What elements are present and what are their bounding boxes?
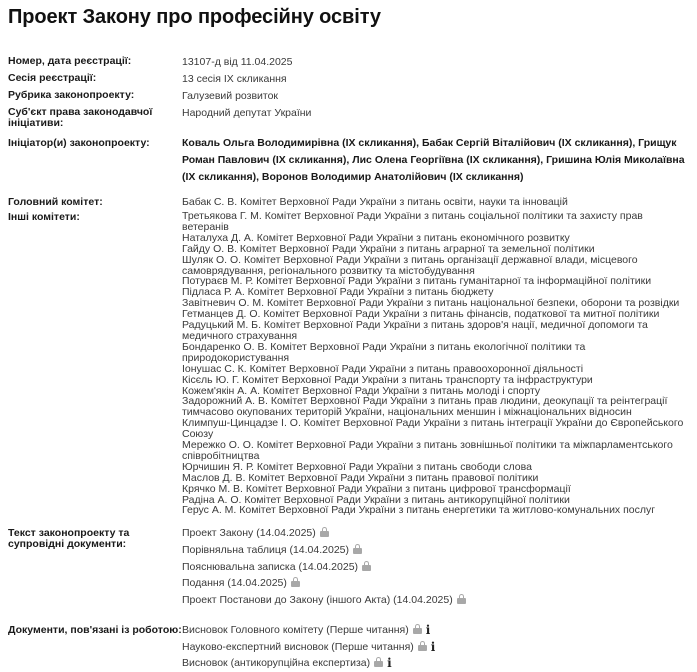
lock-icon <box>353 544 362 554</box>
document-link[interactable]: Проект Закону (14.04.2025) <box>182 527 316 540</box>
document-item <box>182 525 689 541</box>
main-committee-row <box>8 196 689 211</box>
committee-item: Климпуш-Цинцадзе І. О. Комітет Верховної Ради України з питань інтеграції України до Європейського Союзу <box>182 417 684 441</box>
lock-icon <box>362 561 371 571</box>
related-documents-row <box>8 622 689 672</box>
document-link[interactable]: Порівняльна таблиця (14.04.2025) <box>182 544 350 557</box>
committee-item: Бондаренко О. В. Комітет Верховної Ради України з питань екологічної політики та природокористування <box>182 340 586 364</box>
related-document-link[interactable]: Науково-експертний висновок (Перше читання) <box>182 640 414 653</box>
info-icon[interactable]: i <box>387 656 392 671</box>
document-item <box>182 592 689 608</box>
related-documents-label: Документи, пов'язані із роботою: <box>8 623 182 636</box>
subject-row <box>8 105 689 133</box>
committee-item: Кожем'якін А. А. Комітет Верховної Ради України з питань молоді і спорту <box>182 384 541 397</box>
lock-icon <box>457 594 466 604</box>
document-item <box>182 542 689 558</box>
document-link[interactable]: Подання (14.04.2025) <box>182 577 287 590</box>
lock-icon <box>291 577 300 587</box>
committee-item: Мережко О. О. Комітет Верховної Ради України з питань зовнішньої політики та міжпарламентського співробітництва <box>182 439 673 462</box>
related-document-item <box>182 622 689 638</box>
lock-icon <box>320 527 329 537</box>
committee-item: Потураєв М. Р. Комітет Верховної Ради України з питань гуманітарної та інформаційної політики <box>182 275 652 288</box>
rubric-row <box>8 88 689 105</box>
document-link[interactable]: Проект Постанови до Закону (іншого Акта) (14.04.2025) <box>182 594 453 607</box>
committee-item: Маслов Д. В. Комітет Верховної Ради України з питань правової політики <box>182 471 539 484</box>
subject-value: Народний депутат України <box>182 107 312 119</box>
document-item <box>182 559 689 575</box>
main-committee-label: Головний комітет: <box>8 196 103 208</box>
committee-item: Іонушас С. К. Комітет Верховної Ради України з питань правоохоронної діяльності <box>182 362 584 375</box>
committee-item: Підласа Р. А. Комітет Верховної Ради України з питань бюджету <box>182 286 494 299</box>
lock-icon <box>374 657 383 667</box>
related-documents-list <box>182 622 689 672</box>
rubric-label: Рубрика законопроекту: <box>8 89 135 101</box>
related-document-link[interactable]: Висновок Головного комітету (Перше читання) <box>182 623 409 636</box>
other-committees-row <box>8 211 689 516</box>
committee-item: Шуляк О. О. Комітет Верховної Ради України з питань організації державної влади, місцевого самоврядування, регіонального розвитку та містобудування <box>182 253 638 277</box>
documents-label: Текст законопроекту та супровідні документи: <box>8 527 130 551</box>
rubric-value: Галузевий розвиток <box>182 90 279 102</box>
related-document-item <box>182 655 689 671</box>
committee-item: Завітневич О. М. Комітет Верховної Ради України з питань національної безпеки, оборони та розвідки <box>182 297 680 310</box>
committee-item: Гетманцев Д. О. Комітет Верховної Ради України з питань фінансів, податкової та митної політики <box>182 308 660 321</box>
documents-row <box>8 525 689 608</box>
registration-row <box>8 54 689 71</box>
session-row <box>8 71 689 88</box>
bill-info <box>8 54 689 672</box>
document-link[interactable]: Пояснювальна записка (14.04.2025) <box>182 560 359 573</box>
related-document-link[interactable]: Висновок (антикорупційна експертиза) <box>182 657 371 670</box>
committee-item: Герус А. М. Комітет Верховної Ради України з питань енергетики та житлово-комунальних послуг <box>182 504 656 517</box>
main-committee-value: Бабак С. В. Комітет Верховної Ради України з питань освіти, науки та інновацій <box>182 196 568 208</box>
initiators-row <box>8 135 689 186</box>
page-title: Проект Закону про професійну освіту <box>8 6 381 28</box>
committee-item: Кісєль Ю. Г. Комітет Верховної Ради України з питань транспорту та інфраструктури <box>182 373 593 386</box>
registration-label: Номер, дата реєстрації: <box>8 55 132 67</box>
info-icon[interactable]: i <box>425 622 431 637</box>
subject-label: Суб'єкт права законодавчої ініціативи: <box>8 106 153 129</box>
document-item <box>182 575 689 591</box>
committee-item: Наталуха Д. А. Комітет Верховної Ради України з питань економічного розвитку <box>182 231 570 244</box>
lock-icon <box>413 624 422 634</box>
committee-item: Радуцький М. Б. Комітет Верховної Ради України з питань здоров'я нації, медичної допомоги та медичного страхування <box>182 319 648 342</box>
committee-item: Радіна А. О. Комітет Верховної Ради України з питань антикорупційної політики <box>182 493 570 506</box>
related-document-item <box>182 639 689 655</box>
other-committees-list <box>182 211 689 516</box>
committee-item: Гайду О. В. Комітет Верховної Ради України з питань аграрної та земельної політики <box>182 242 595 255</box>
registration-value: 13107-д від 11.04.2025 <box>182 56 293 68</box>
committee-item: Юрчишин Я. Р. Комітет Верховної Ради України з питань свободи слова <box>182 460 532 473</box>
info-icon[interactable]: i <box>430 639 436 654</box>
session-value: 13 сесія IX скликання <box>182 73 287 85</box>
initiators-label: Ініціатор(и) законопроекту: <box>8 137 150 149</box>
session-label: Сесія реєстрації: <box>8 72 97 84</box>
documents-list <box>182 525 689 608</box>
committee-item: Третьякова Г. М. Комітет Верховної Ради України з питань соціальної політики та захисту прав ветеранів <box>182 210 643 233</box>
committee-item: Задорожний А. В. Комітет Верховної Ради України з питань прав людини, деокупації та реінтеграції тимчасово окупованих територій України, національних меншин і міжнаціональних відносин <box>182 395 668 419</box>
committee-item: Крячко М. В. Комітет Верховної Ради України з питань цифрової трансформації <box>182 482 571 495</box>
other-committees-label: Інші комітети: <box>8 211 80 223</box>
initiators-value: Коваль Ольга Володимирівна (IX скликання), Бабак Сергій Віталійович (IX скликання), Грищук Роман Павлович (IX скликання), Лис Олена Георгіївна (IX скликання), Гришина Юлія Миколаївна (IX скликання), Воронов Володимир Анатолійович (IX скликання) <box>182 137 685 183</box>
